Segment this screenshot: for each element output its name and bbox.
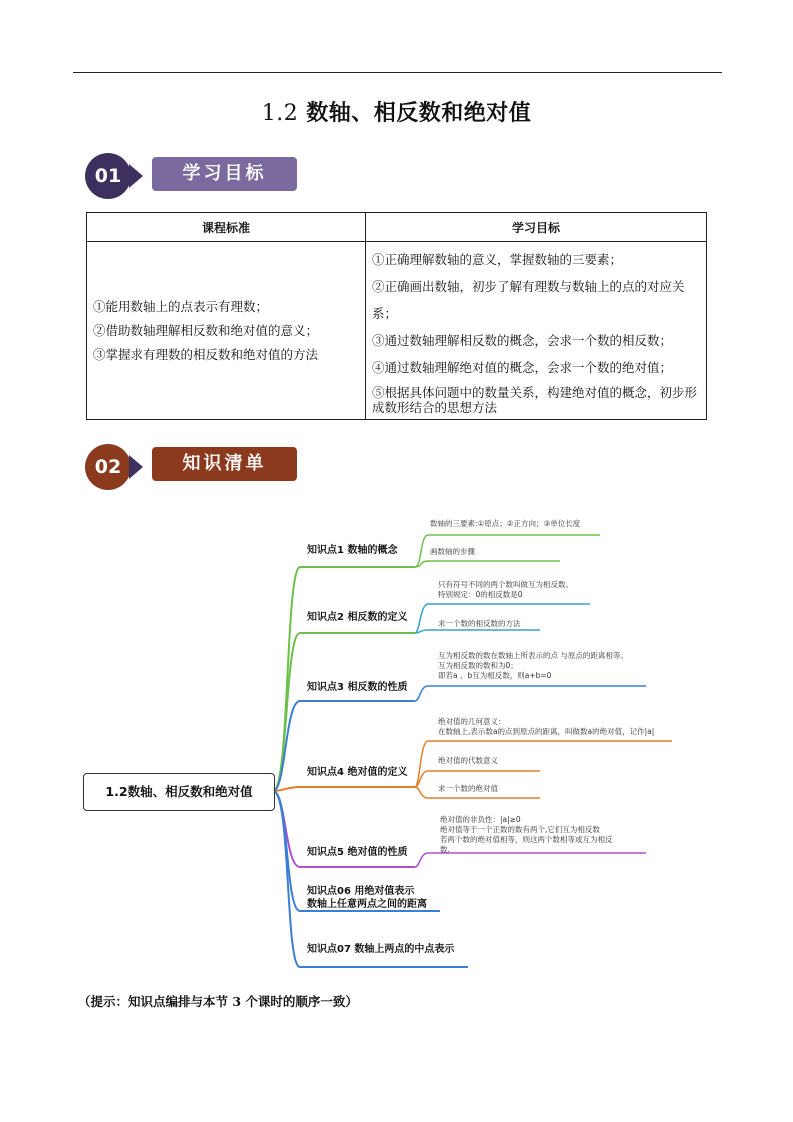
objective-item: ⑤根据具体问题中的数量关系，构建绝对值的概念，初步形成数形结合的思想方法: [372, 385, 698, 415]
section-02-badge: [85, 444, 131, 490]
objective-item: ②正确画出数轴，初步了解有理数与数轴上的点的对应关系；: [372, 279, 685, 321]
objective-item: ③通过数轴理解相反数的概念，会求一个数的相反数；: [372, 333, 673, 348]
knowledge-point-2: 知识点2 相反数的定义: [307, 612, 408, 623]
kp1-note: 数轴的三要素:①原点；②正方向；③单位长度: [430, 519, 581, 528]
title-text: 数轴、相反数和绝对值: [306, 100, 532, 126]
knowledge-point-3: 知识点3 相反数的性质: [307, 682, 408, 693]
knowledge-point-5: 知识点5 绝对值的性质: [307, 847, 408, 858]
knowledge-point-4: 知识点4 绝对值的定义: [307, 767, 408, 778]
standard-item: ②借助数轴理解相反数和绝对值的意义；: [93, 322, 319, 338]
kp1-note: 画数轴的步骤: [430, 547, 475, 556]
kp3-note: 互为相反数的数在数轴上所表示的点 与原点的距离相等。 互为相反数的数和为0； 即若a 、b互为相反数，则a+b=0: [438, 651, 628, 680]
header-rule: [73, 72, 722, 73]
kp2-note: 只有符号不同的两个数叫做互为相反数。 特别规定：0的相反数是0: [438, 580, 573, 599]
section-01-badge: [85, 153, 131, 199]
kp5-note: 绝对值的非负性：|a|≥0 绝对值等于一个正数的数有两个,它们互为相反数 若两个数的绝对值相等，则这两个数相等或互为相反 数.: [440, 815, 613, 854]
objectives-header: 学习目标: [366, 213, 707, 242]
standard-item: ①能用数轴上的点表示有理数；: [93, 298, 269, 314]
objective-item: ①正确理解数轴的意义，掌握数轴的三要素；: [372, 252, 623, 267]
kp4-note: 求一个数的绝对值: [438, 784, 498, 793]
kp4-note: 绝对值的几何意义： 在数轴上,表示数a的点到原点的距离，叫做数a的绝对值，记作|a|: [438, 717, 655, 736]
knowledge-point-6: 知识点06 用绝对值表示 数轴上任意两点之间的距离: [307, 886, 427, 910]
standards-header: 课程标准: [87, 213, 366, 242]
section-02-label: 知识清单: [152, 447, 297, 481]
page-title: [0, 96, 793, 127]
objective-item: ④通过数轴理解绝对值的概念，会求一个数的绝对值；: [372, 360, 673, 375]
section-02-number: 02: [94, 456, 122, 478]
title-number: 1.2: [261, 101, 299, 126]
goals-table: [86, 212, 707, 420]
mindmap-root: 1.2数轴、相反数和绝对值: [83, 773, 275, 811]
standard-item: ③掌握求有理数的相反数和绝对值的方法: [93, 346, 319, 362]
section-01-number: 01: [94, 165, 122, 187]
objectives-cell: [366, 242, 707, 420]
knowledge-point-7: 知识点07 数轴上两点的中点表示: [307, 944, 455, 955]
knowledge-point-1: 知识点1 数轴的概念: [307, 545, 398, 556]
ordering-hint: （提示：知识点编排与本节 3 个课时的顺序一致）: [78, 994, 358, 1009]
knowledge-mindmap: [0, 505, 793, 975]
kp4-note: 绝对值的代数意义: [438, 756, 498, 765]
standards-cell: [87, 242, 366, 420]
section-01-label: 学习目标: [152, 157, 297, 191]
kp2-note: 求一个数的相反数的方法: [438, 619, 521, 628]
